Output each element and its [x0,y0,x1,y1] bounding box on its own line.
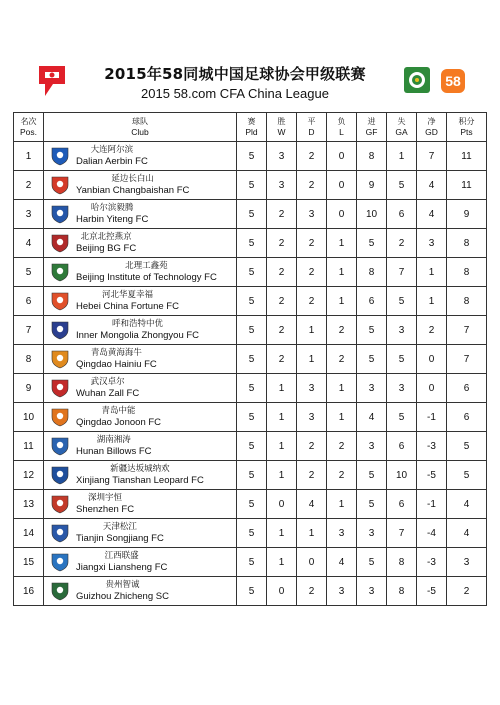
stat-cell-gf: 3 [357,374,387,403]
stat-cell-gd: -5 [417,461,447,490]
stat-cell-pld: 5 [237,229,267,258]
club-name-chinese: 青岛中能 [101,406,136,416]
club-cell [44,490,237,519]
position-cell: 8 [14,345,44,374]
club-name-chinese: 北理工鑫苑 [125,261,168,271]
club-cell-content [44,374,236,402]
column-header-cn: 平 [307,117,316,126]
club-names [76,318,199,342]
stat-cell-pld: 5 [237,374,267,403]
column-header-cn: 赛 [247,117,256,126]
stat-cell-ga: 10 [387,461,417,490]
stat-cell-d: 4 [297,490,327,519]
club-cell-content [44,142,236,170]
stat-cell-pts: 8 [447,287,487,316]
column-header-en: GF [365,127,378,137]
stat-cell-w: 0 [267,490,297,519]
stat-cell-gf: 6 [357,287,387,316]
58-com-logo: 58 [441,69,465,93]
stat-cell-ga: 5 [387,403,417,432]
stat-cell-l: 1 [327,490,357,519]
club-name-chinese: 大连阿尔滨 [90,145,134,155]
column-header-gd [417,113,447,142]
column-header-en: W [277,127,286,137]
table-row [14,519,487,548]
stat-cell-l: 1 [327,258,357,287]
stat-cell-pts: 4 [447,490,487,519]
club-name-english: Harbin Yiteng FC [76,214,149,225]
stat-cell-gd: 7 [417,142,447,171]
column-header-w [267,113,297,142]
column-header-d [297,113,327,142]
stat-cell-pld: 5 [237,258,267,287]
position-cell: 13 [14,490,44,519]
column-header-cn: 胜 [277,117,286,126]
club-name-chinese: 河北华夏幸福 [101,290,153,300]
position-cell: 4 [14,229,44,258]
position-cell: 10 [14,403,44,432]
table-row [14,345,487,374]
stat-cell-pts: 8 [447,258,487,287]
club-crest-icon [50,378,70,398]
stat-cell-ga: 8 [387,577,417,606]
stat-cell-l: 3 [327,519,357,548]
stat-cell-pts: 11 [447,171,487,200]
club-cell [44,142,237,171]
stat-cell-gf: 4 [357,403,387,432]
stat-cell-w: 1 [267,548,297,577]
position-cell: 12 [14,461,44,490]
stat-cell-gf: 5 [357,345,387,374]
club-cell [44,287,237,316]
club-cell [44,461,237,490]
stat-cell-w: 2 [267,200,297,229]
club-crest-icon [50,175,70,195]
stat-cell-l: 2 [327,316,357,345]
column-header-club [44,113,237,142]
stat-cell-pts: 6 [447,403,487,432]
club-cell-content [44,490,236,518]
stat-cell-gd: 0 [417,374,447,403]
stat-cell-gd: 0 [417,345,447,374]
club-crest-icon [50,523,70,543]
column-header-cn: 负 [337,117,346,126]
club-name-english: Qingdao Hainiu FC [76,359,157,370]
stat-cell-l: 1 [327,287,357,316]
stat-cell-l: 1 [327,229,357,258]
stat-cell-pts: 9 [447,200,487,229]
club-crest-icon [50,262,70,282]
stat-cell-d: 2 [297,461,327,490]
club-cell-content [44,258,236,286]
stat-cell-gd: 4 [417,200,447,229]
column-header-en: L [339,127,344,137]
stat-cell-w: 1 [267,403,297,432]
club-name-chinese: 新疆达坂城纳欢 [110,464,170,474]
stat-cell-d: 2 [297,577,327,606]
club-crest-icon [50,552,70,572]
table-row [14,200,487,229]
stat-cell-pld: 5 [237,432,267,461]
table-row [14,287,487,316]
position-cell: 16 [14,577,44,606]
club-crest-icon [50,436,70,456]
stat-cell-gf: 3 [357,577,387,606]
stat-cell-pld: 5 [237,200,267,229]
club-name-english: Hunan Billows FC [76,446,152,457]
stat-cell-pts: 7 [447,316,487,345]
club-cell [44,316,237,345]
stat-cell-gf: 5 [357,316,387,345]
stat-cell-ga: 5 [387,287,417,316]
club-cell-content [44,577,236,605]
club-names [76,434,152,458]
club-name-english: Inner Mongolia Zhongyou FC [76,330,200,341]
stat-cell-pld: 5 [237,519,267,548]
stat-cell-pld: 5 [237,287,267,316]
stat-cell-l: 3 [327,577,357,606]
club-names [76,463,204,487]
position-cell: 14 [14,519,44,548]
stat-cell-gd: 1 [417,287,447,316]
stat-cell-l: 2 [327,432,357,461]
table-row [14,403,487,432]
stat-cell-gf: 5 [357,490,387,519]
column-header-cn: 进 [367,117,376,126]
stat-cell-gf: 9 [357,171,387,200]
stat-cell-l: 2 [327,345,357,374]
club-name-chinese: 湖南湘涛 [96,435,131,445]
stat-cell-ga: 6 [387,490,417,519]
stat-cell-d: 2 [297,432,327,461]
column-header-cn: 名次 [20,117,37,126]
stat-cell-pts: 5 [447,461,487,490]
club-crest-icon [50,407,70,427]
stat-cell-d: 2 [297,171,327,200]
club-crest-icon [50,581,70,601]
club-cell-content [44,229,236,257]
cfa-logo-icon [33,62,71,100]
stat-cell-gd: -5 [417,577,447,606]
club-crest-icon [50,494,70,514]
club-names [76,260,217,284]
stat-cell-d: 3 [297,200,327,229]
club-name-english: Guizhou Zhicheng SC [76,591,169,602]
club-name-english: Xinjiang Tianshan Leopard FC [76,475,204,486]
column-header-ga [387,113,417,142]
title-chinese: 2015年58同城中国足球协会甲级联赛 [104,65,366,83]
page-header [0,55,500,105]
stat-cell-l: 2 [327,461,357,490]
column-header-cn: 净 [427,117,436,126]
table-row [14,548,487,577]
stat-cell-w: 1 [267,432,297,461]
table-row [14,374,487,403]
stat-cell-d: 3 [297,403,327,432]
stat-cell-gd: 2 [417,316,447,345]
club-names [76,173,189,197]
stat-cell-ga: 2 [387,229,417,258]
stat-cell-d: 1 [297,316,327,345]
club-cell [44,577,237,606]
club-name-english: Hebei China Fortune FC [76,301,179,312]
club-cell-content [44,171,236,199]
club-cell [44,258,237,287]
club-name-english: Beijing Institute of Technology FC [76,272,217,283]
table-row [14,171,487,200]
position-cell: 1 [14,142,44,171]
stat-cell-w: 1 [267,461,297,490]
stat-cell-ga: 5 [387,171,417,200]
club-crest-icon [50,233,70,253]
club-names [76,579,169,603]
club-cell-content [44,316,236,344]
table-row [14,316,487,345]
stat-cell-gf: 5 [357,548,387,577]
club-name-chinese: 贵州智诚 [105,580,140,590]
stat-cell-pld: 5 [237,490,267,519]
table-row [14,432,487,461]
stat-cell-w: 3 [267,171,297,200]
club-cell-content [44,548,236,576]
club-name-chinese: 天津松江 [102,522,137,532]
club-name-english: Beijing BG FC [76,243,137,254]
club-cell [44,548,237,577]
column-header-cn: 失 [397,117,406,126]
column-header-pld [237,113,267,142]
position-cell: 7 [14,316,44,345]
club-name-english: Shenzhen FC [76,504,135,515]
club-name-english: Dalian Aerbin FC [76,156,148,167]
club-name-english: Yanbian Changbaishan FC [76,185,190,196]
stat-cell-gd: 1 [417,258,447,287]
column-header-pts [447,113,487,142]
stat-cell-pld: 5 [237,345,267,374]
stat-cell-pld: 5 [237,171,267,200]
stat-cell-d: 2 [297,229,327,258]
club-cell-content [44,287,236,315]
club-cell-content [44,432,236,460]
stat-cell-d: 3 [297,374,327,403]
stat-cell-l: 0 [327,171,357,200]
stat-cell-l: 4 [327,548,357,577]
club-names [76,144,148,168]
club-crest-icon [50,349,70,369]
club-crest-icon [50,146,70,166]
stat-cell-ga: 3 [387,374,417,403]
stat-cell-pts: 8 [447,229,487,258]
position-cell: 5 [14,258,44,287]
stat-cell-w: 2 [267,258,297,287]
stat-cell-l: 1 [327,403,357,432]
column-header-l [327,113,357,142]
stat-cell-w: 1 [267,519,297,548]
position-cell: 3 [14,200,44,229]
page-title [70,63,400,101]
league-emblem-icon [404,67,430,93]
stat-cell-l: 0 [327,200,357,229]
club-names [76,405,161,429]
stat-cell-l: 1 [327,374,357,403]
column-header-en: GD [425,127,438,137]
club-name-english: Wuhan Zall FC [76,388,140,399]
club-name-chinese: 江西联盛 [104,551,139,561]
stat-cell-ga: 3 [387,316,417,345]
club-names [76,492,134,516]
club-cell [44,200,237,229]
club-names [76,376,139,400]
position-cell: 2 [14,171,44,200]
club-names [76,521,164,545]
table-row [14,490,487,519]
table-row [14,577,487,606]
stat-cell-ga: 8 [387,548,417,577]
column-header-en: Pts [460,127,473,137]
position-cell: 11 [14,432,44,461]
club-names [76,550,167,574]
stat-cell-pld: 5 [237,577,267,606]
table-row [14,461,487,490]
stat-cell-gd: -1 [417,403,447,432]
stat-cell-w: 1 [267,374,297,403]
club-names [76,289,179,313]
stat-cell-d: 0 [297,548,327,577]
club-cell [44,171,237,200]
stat-cell-pts: 4 [447,519,487,548]
stat-cell-w: 3 [267,142,297,171]
stat-cell-d: 2 [297,287,327,316]
table-row [14,229,487,258]
column-header-gf [357,113,387,142]
club-cell-content [44,461,236,489]
club-name-chinese: 武汉卓尔 [90,377,125,387]
club-name-chinese: 青岛黄海海牛 [90,348,142,358]
stat-cell-gf: 5 [357,461,387,490]
stat-cell-gf: 10 [357,200,387,229]
table-header [14,113,487,142]
stat-cell-gf: 8 [357,258,387,287]
title-english: 2015 58.com CFA China League [141,86,329,101]
stat-cell-d: 1 [297,519,327,548]
club-cell [44,432,237,461]
stat-cell-gd: 3 [417,229,447,258]
position-cell: 15 [14,548,44,577]
club-cell-content [44,519,236,547]
stat-cell-gd: -1 [417,490,447,519]
club-crest-icon [50,465,70,485]
stat-cell-w: 2 [267,287,297,316]
standings-table [13,112,487,606]
club-cell-content [44,200,236,228]
column-header-en: GA [395,127,408,137]
club-crest-icon [50,291,70,311]
column-header-cn: 球队 [132,117,148,126]
stat-cell-ga: 7 [387,258,417,287]
stat-cell-pts: 2 [447,577,487,606]
column-header-en: D [308,127,315,137]
stat-cell-d: 1 [297,345,327,374]
stat-cell-w: 2 [267,345,297,374]
header-row [14,113,487,142]
club-cell [44,345,237,374]
club-name-chinese: 哈尔滨毅腾 [90,203,134,213]
stat-cell-l: 0 [327,142,357,171]
stat-cell-w: 2 [267,316,297,345]
stat-cell-gf: 8 [357,142,387,171]
stat-cell-ga: 5 [387,345,417,374]
stat-cell-ga: 7 [387,519,417,548]
club-name-english: Jiangxi Liansheng FC [76,562,168,573]
table-row [14,258,487,287]
stat-cell-ga: 6 [387,200,417,229]
stat-cell-pts: 6 [447,374,487,403]
club-name-chinese: 延边长白山 [111,174,154,184]
club-name-chinese: 呼和浩特中优 [112,319,164,329]
stat-cell-pld: 5 [237,403,267,432]
stat-cell-ga: 6 [387,432,417,461]
stat-cell-pld: 5 [237,461,267,490]
club-names [76,347,157,371]
club-crest-icon [50,204,70,224]
club-cell [44,403,237,432]
stat-cell-gf: 3 [357,519,387,548]
column-header-en: Pos. [19,127,37,137]
club-cell [44,229,237,258]
stat-cell-w: 2 [267,229,297,258]
club-cell [44,374,237,403]
column-header-en: Pld [245,127,258,137]
club-name-chinese: 深圳宇恒 [88,493,123,503]
club-name-english: Qingdao Jonoon FC [76,417,162,428]
club-cell-content [44,403,236,431]
stat-cell-pts: 11 [447,142,487,171]
club-name-english: Tianjin Songjiang FC [76,533,164,544]
column-header-pos [14,113,44,142]
stat-cell-w: 0 [267,577,297,606]
stat-cell-pld: 5 [237,548,267,577]
stat-cell-gf: 3 [357,432,387,461]
table-row [14,142,487,171]
club-cell-content [44,345,236,373]
stat-cell-pts: 5 [447,432,487,461]
column-header-cn: 积分 [458,117,475,126]
stat-cell-d: 2 [297,258,327,287]
stat-cell-d: 2 [297,142,327,171]
stat-cell-gd: 4 [417,171,447,200]
club-name-chinese: 北京北控燕京 [80,232,132,242]
stat-cell-gd: -3 [417,548,447,577]
stat-cell-gd: -4 [417,519,447,548]
stat-cell-pld: 5 [237,142,267,171]
stat-cell-pts: 3 [447,548,487,577]
standings-table-container [13,112,486,606]
column-header-en: Club [131,127,149,137]
stat-cell-pts: 7 [447,345,487,374]
stat-cell-gf: 5 [357,229,387,258]
table-body [14,142,487,606]
club-names [76,231,136,255]
stat-cell-pld: 5 [237,316,267,345]
stat-cell-gd: -3 [417,432,447,461]
club-names [76,202,148,226]
position-cell: 6 [14,287,44,316]
club-cell [44,519,237,548]
club-crest-icon [50,320,70,340]
position-cell: 9 [14,374,44,403]
stat-cell-ga: 1 [387,142,417,171]
